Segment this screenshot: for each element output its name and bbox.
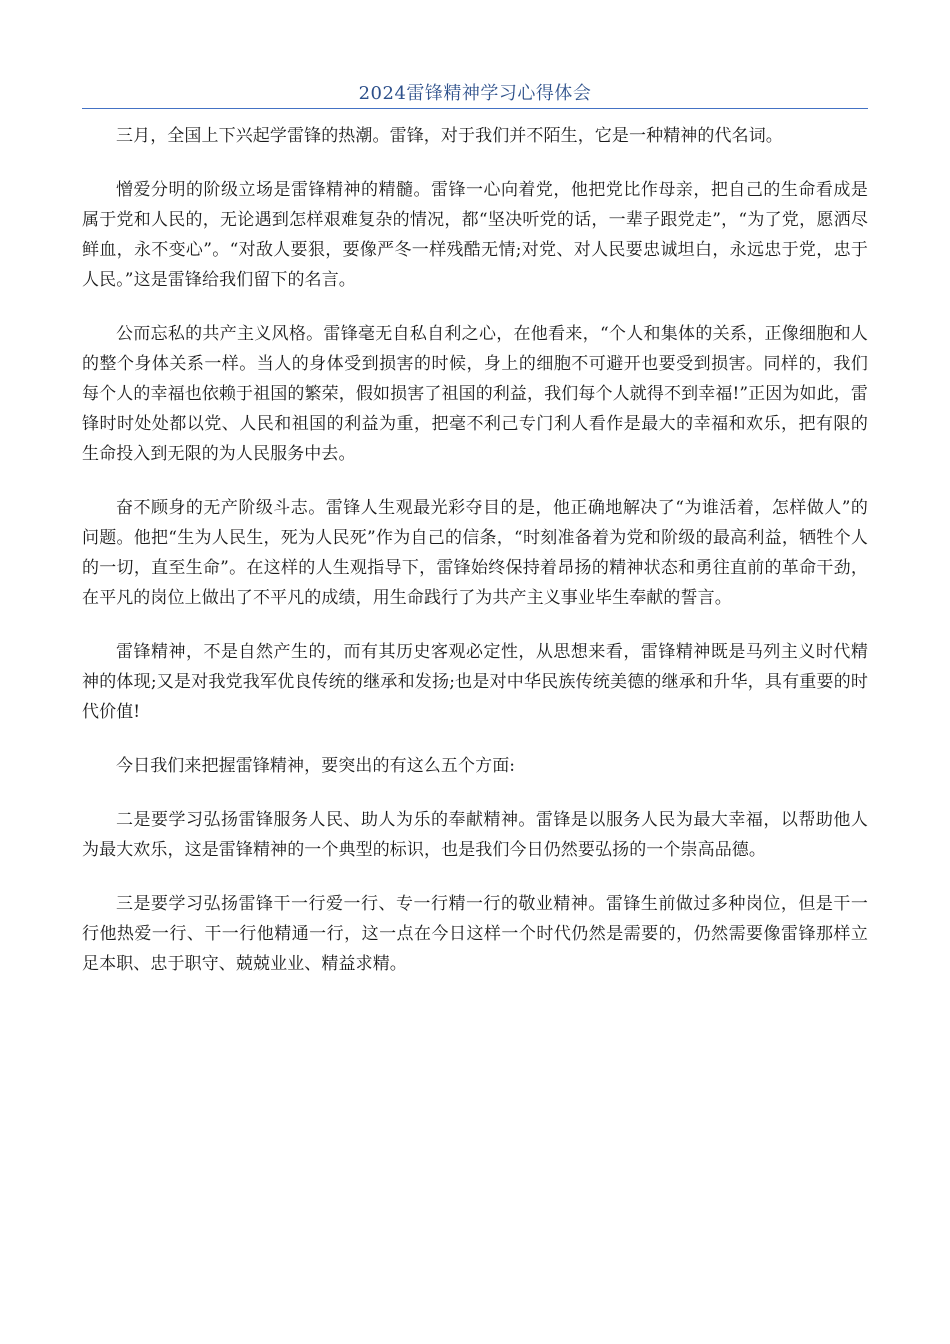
paragraph-selflessness: 公而忘私的共产主义风格。雷锋毫无自私自利之心，在他看来，“个人和集体的关系，正像细胞和人的整个身体关系一样。当人的身体受到损害的时候，身上的细胞不可避开也要受到损害。同样的，我们每个人的幸福也依赖于祖国的繁荣，假如损害了祖国的利益，我们每个人就得不到幸福!”正因为如此，雷锋时时处处都以党、人民和祖国的利益为重，把毫不利己专门利人看作是最大的幸福和欢乐，把有限的生命投入到无限的为人民服务中去。 — [82, 324, 868, 464]
title-underline — [82, 108, 868, 109]
paragraph-class-stance: 憎爱分明的阶级立场是雷锋精神的精髓。雷锋一心向着党，他把党比作母亲，把自己的生命看成是属于党和人民的，无论遇到怎样艰难复杂的情况，都“坚决听党的话，一辈子跟党走”，“为了党，愿洒尽鲜血，永不变心”。“对敌人要狠，要像严冬一样残酷无情;对党、对人民要忠诚坦白，永远忠于党，忠于人民。”这是雷锋给我们留下的名言。 — [82, 180, 868, 290]
paragraph-point-two: 二是要学习弘扬雷锋服务人民、助人为乐的奉献精神。雷锋是以服务人民为最大幸福，以帮助他人为最大欢乐，这是雷锋精神的一个典型的标识，也是我们今日仍然要弘扬的一个崇高品德。 — [82, 810, 868, 860]
paragraph-point-three: 三是要学习弘扬雷锋干一行爱一行、专一行精一行的敬业精神。雷锋生前做过多种岗位，但是干一行他热爱一行、干一行他精通一行，这一点在今日这样一个时代仍然是需要的，仍然需要像雷锋那样立足本职、忠于职守、兢兢业业、精益求精。 — [82, 894, 868, 974]
paragraph-historical-origin: 雷锋精神，不是自然产生的，而有其历史客观必定性，从思想来看，雷锋精神既是马列主义时代精神的体现;又是对我党我军优良传统的继承和发扬;也是对中华民族传统美德的继承和升华，具有重要的时代价值! — [82, 642, 868, 722]
document-page — [82, 80, 868, 1003]
document-title: 2024雷锋精神学习心得体会 — [358, 83, 592, 104]
paragraph-five-aspects: 今日我们来把握雷锋精神，要突出的有这么五个方面: — [116, 756, 516, 776]
paragraph-intro: 三月，全国上下兴起学雷锋的热潮。雷锋，对于我们并不陌生，它是一种精神的代名词。 — [116, 126, 783, 146]
paragraph-fighting-spirit: 奋不顾身的无产阶级斗志。雷锋人生观最光彩夺目的是，他正确地解决了“为谁活着，怎样做人”的问题。他把“生为人民生，死为人民死”作为自己的信条，“时刻准备着为党和阶级的最高利益，牺牲个人的一切，直至生命”。在这样的人生观指导下，雷锋始终保持着昂扬的精神状态和勇往直前的革命干劲，在平凡的岗位上做出了不平凡的成绩，用生命践行了为共产主义事业毕生奉献的誓言。 — [82, 498, 868, 608]
